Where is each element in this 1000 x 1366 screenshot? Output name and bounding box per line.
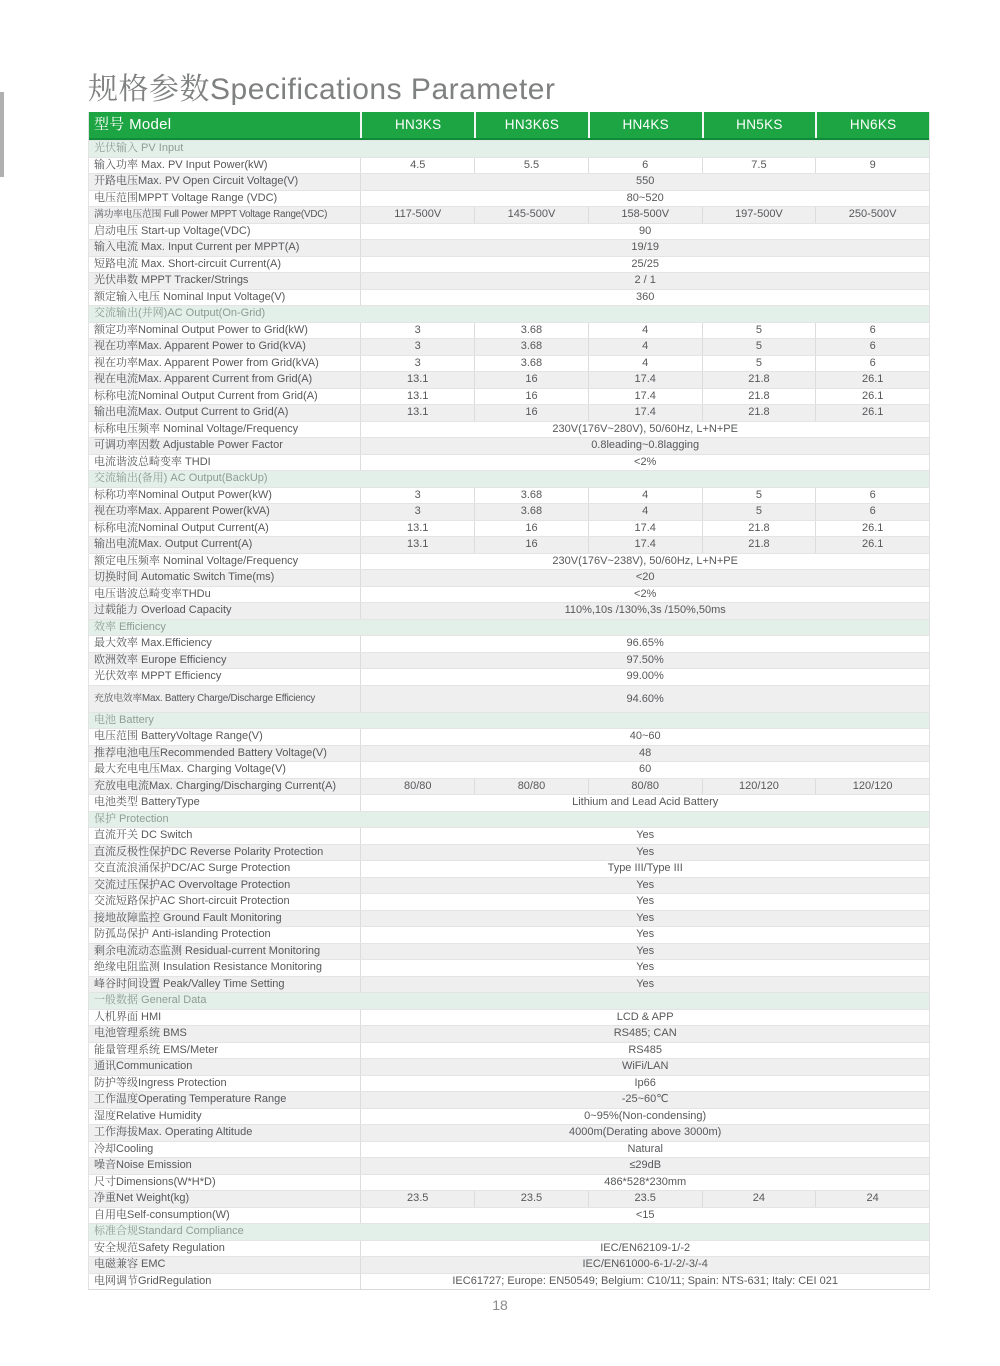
spec-label: 最大效率 Max.Efficiency (94, 637, 212, 649)
spec-row (89, 959, 929, 976)
spec-value: 21.8 (702, 405, 816, 421)
model-column-header: HN3K6S (474, 112, 588, 138)
spec-value-merged: <2% (360, 587, 929, 603)
spec-value: 9 (815, 158, 929, 174)
spec-value: 17.4 (588, 405, 702, 421)
spec-value: 5.5 (474, 158, 588, 174)
spec-row (89, 157, 929, 174)
spec-value: 17.4 (588, 537, 702, 553)
spec-label: 剩余电流动态监测 Residual-current Monitoring (94, 944, 321, 957)
spec-value: 5 (702, 488, 816, 504)
spec-row (89, 1025, 929, 1042)
spec-value-merged: IEC61727; Europe: EN50549; Belgium: C10/11; Spain: NTS-631; Italy: CEI 021 (360, 1274, 929, 1290)
spec-value-merged: 360 (360, 290, 929, 306)
spec-label: 标称功率Nominal Output Power(kW) (94, 488, 272, 501)
spec-value-merged: ≤29dB (360, 1158, 929, 1174)
spec-value: 23.5 (360, 1191, 474, 1207)
spec-value: 3.68 (474, 323, 588, 339)
spec-row (89, 487, 929, 504)
spec-row (89, 844, 929, 861)
spec-row (89, 322, 929, 339)
spec-label: 电网调节GridRegulation (94, 1274, 212, 1287)
spec-label: 尺寸Dimensions(W*H*D) (94, 1175, 216, 1188)
spec-row (89, 943, 929, 960)
spec-label: 电池类型 BatteryType (94, 796, 200, 808)
table-body (89, 140, 929, 1289)
spec-value-merged: 90 (360, 224, 929, 240)
spec-row (89, 877, 929, 894)
spec-value-merged: IEC/EN61000-6-1/-2/-3/-4 (360, 1257, 929, 1273)
spec-label: 输出电流Max. Output Current to Grid(A) (94, 406, 289, 418)
spec-label: 通讯Communication (94, 1060, 193, 1072)
spec-value-merged: -25~60℃ (360, 1092, 929, 1108)
spec-value-merged: 0~95%(Non-condensing) (360, 1109, 929, 1125)
spec-label: 人机界面 HMI (94, 1010, 162, 1023)
spec-label: 额定输入电压 Nominal Input Voltage(V) (94, 290, 286, 303)
spec-row (89, 454, 929, 471)
spec-value-merged: 60 (360, 762, 929, 778)
spec-label: 直流反极性保护DC Reverse Polarity Protection (94, 845, 324, 858)
spec-label: 额定功率Nominal Output Power to Grid(kW) (94, 323, 308, 336)
spec-label: 输入功率 Max. PV Input Power(kW) (94, 158, 268, 171)
spec-value-merged: IEC/EN62109-1/-2 (360, 1241, 929, 1257)
spec-row (89, 860, 929, 877)
spec-value-merged: 4000m(Derating above 3000m) (360, 1125, 929, 1141)
spec-value: 250-500V (815, 207, 929, 223)
spec-value: 16 (474, 537, 588, 553)
spec-label: 输出电流Max. Output Current(A) (94, 538, 253, 550)
spec-row (89, 910, 929, 927)
spec-value-merged: Yes (360, 977, 929, 993)
spec-label: 欧洲效率 Europe Efficiency (94, 653, 227, 666)
spec-label: 电压范围MPPT Voltage Range (VDC) (94, 191, 278, 204)
spec-label: 额定电压频率 Nominal Voltage/Frequency (94, 554, 299, 567)
spec-value: 3 (360, 323, 474, 339)
spec-row (89, 685, 929, 712)
spec-value: 4.5 (360, 158, 474, 174)
spec-label: 电磁兼容 EMC (94, 1258, 166, 1270)
spec-value: 6 (815, 339, 929, 355)
spec-value: 3 (360, 339, 474, 355)
spec-value-merged: <20 (360, 570, 929, 586)
spec-value: 6 (815, 356, 929, 372)
spec-value-merged: RS485; CAN (360, 1026, 929, 1042)
spec-value: 16 (474, 372, 588, 388)
spec-value-merged: 97.50% (360, 653, 929, 669)
spec-row (89, 569, 929, 586)
spec-value: 3 (360, 488, 474, 504)
spec-label: 自用电Self-consumption(W) (94, 1208, 230, 1221)
spec-value-merged: Yes (360, 944, 929, 960)
spec-row (89, 272, 929, 289)
spec-value: 5 (702, 504, 816, 520)
spec-label: 满功率电压范围 Full Power MPPT Voltage Range(VDC) (94, 209, 328, 220)
spec-value: 17.4 (588, 372, 702, 388)
spec-label: 可调功率因数 Adjustable Power Factor (94, 439, 283, 451)
spec-label: 充放电电流Max. Charging/Discharging Current(A) (94, 779, 337, 792)
spec-row (89, 1157, 929, 1174)
spec-value: 16 (474, 521, 588, 537)
spec-value: 120/120 (815, 779, 929, 795)
spec-value: 80/80 (474, 779, 588, 795)
spec-value: 4 (588, 339, 702, 355)
section-title: 效率 Efficiency (94, 620, 166, 633)
spec-row (89, 893, 929, 910)
model-column-header: HN4KS (588, 112, 702, 138)
specifications-table (88, 112, 930, 1290)
spec-row (89, 778, 929, 795)
spec-row (89, 1207, 929, 1224)
spec-label: 标称电流Nominal Output Current from Grid(A) (94, 389, 318, 402)
spec-value: 23.5 (474, 1191, 588, 1207)
spec-label: 启动电压 Start-up Voltage(VDC) (94, 224, 251, 237)
spec-value: 145-500V (474, 207, 588, 223)
spec-row (89, 1174, 929, 1191)
spec-label: 电压范围 BatteryVoltage Range(V) (94, 730, 263, 742)
spec-row (89, 437, 929, 454)
spec-label: 电池管理系统 BMS (94, 1027, 187, 1039)
spec-row (89, 1075, 929, 1092)
spec-value-merged: 25/25 (360, 257, 929, 273)
spec-value: 26.1 (815, 537, 929, 553)
spec-value: 26.1 (815, 372, 929, 388)
spec-value: 21.8 (702, 389, 816, 405)
spec-label: 绝缘电阻监测 Insulation Resistance Monitoring (94, 961, 323, 973)
spec-label: 开路电压Max. PV Open Circuit Voltage(V) (94, 175, 299, 187)
spec-value: 4 (588, 323, 702, 339)
spec-value: 117-500V (360, 207, 474, 223)
spec-value-merged: 110%,10s /130%,3s /150%,50ms (360, 603, 929, 619)
section-title: 光伏输入 PV Input (94, 142, 184, 154)
spec-row (89, 635, 929, 652)
spec-row (89, 1190, 929, 1207)
spec-value: 13.1 (360, 405, 474, 421)
spec-row (89, 1141, 929, 1158)
spec-row (89, 794, 929, 811)
spec-value-merged: 230V(176V~238V), 50/60Hz, L+N+PE (360, 554, 929, 570)
spec-label: 最大充电电压Max. Charging Voltage(V) (94, 763, 286, 775)
spec-label: 能量管理系统 EMS/Meter (94, 1043, 219, 1056)
spec-value: 197-500V (702, 207, 816, 223)
spec-row (89, 503, 929, 520)
spec-value-merged: <2% (360, 455, 929, 471)
spec-label: 湿度Relative Humidity (94, 1109, 202, 1122)
spec-label: 安全规范Safety Regulation (94, 1241, 225, 1254)
spec-label: 电压谐波总畸变率THDu (94, 587, 211, 600)
spec-label: 输入电流 Max. Input Current per MPPT(A) (94, 241, 300, 253)
page-edge-mark (0, 92, 4, 177)
section-row (89, 305, 929, 322)
spec-row (89, 586, 929, 603)
spec-label: 过载能力 Overload Capacity (94, 604, 232, 616)
spec-value-merged: WiFi/LAN (360, 1059, 929, 1075)
section-title: 交流输出(并网)AC Output(On-Grid) (94, 307, 266, 319)
spec-row (89, 1042, 929, 1059)
spec-label: 防护等级Ingress Protection (94, 1076, 227, 1089)
spec-row (89, 206, 929, 223)
model-column-header: HN6KS (815, 112, 929, 138)
spec-row (89, 652, 929, 669)
spec-value: 26.1 (815, 389, 929, 405)
spec-row (89, 761, 929, 778)
model-column-header: HN3KS (360, 112, 474, 138)
spec-value: 21.8 (702, 521, 816, 537)
spec-value: 24 (815, 1191, 929, 1207)
spec-value: 6 (815, 504, 929, 520)
spec-value-merged: Lithium and Lead Acid Battery (360, 795, 929, 811)
spec-value-merged: Yes (360, 894, 929, 910)
spec-value: 3 (360, 504, 474, 520)
spec-value: 3 (360, 356, 474, 372)
spec-value-merged: 486*528*230mm (360, 1175, 929, 1191)
spec-value-merged: Ip66 (360, 1076, 929, 1092)
spec-value-merged: Type III/Type III (360, 861, 929, 877)
section-title: 交流输出(备用) AC Output(BackUp) (94, 472, 268, 484)
spec-value: 16 (474, 405, 588, 421)
section-row (89, 811, 929, 828)
spec-row (89, 256, 929, 273)
spec-value: 4 (588, 488, 702, 504)
spec-value: 21.8 (702, 537, 816, 553)
model-header-cell: 型号 Model (94, 116, 172, 133)
spec-value-merged: Yes (360, 927, 929, 943)
spec-value-merged: Yes (360, 960, 929, 976)
section-title: 保护 Protection (94, 812, 169, 825)
spec-label: 视在功率Max. Apparent Power(kVA) (94, 505, 270, 517)
spec-value-merged: 40~60 (360, 729, 929, 745)
spec-value: 13.1 (360, 521, 474, 537)
section-title: 一般数据 General Data (94, 994, 207, 1006)
spec-label: 标称电流Nominal Output Current(A) (94, 521, 269, 534)
spec-value-merged: 2 / 1 (360, 273, 929, 289)
spec-value: 17.4 (588, 389, 702, 405)
spec-value: 3.68 (474, 488, 588, 504)
spec-value: 23.5 (588, 1191, 702, 1207)
spec-label: 光伏效率 MPPT Efficiency (94, 670, 222, 682)
spec-row (89, 388, 929, 405)
spec-label: 直流开关 DC Switch (94, 829, 193, 841)
spec-label: 接地故障监控 Ground Fault Monitoring (94, 911, 282, 924)
spec-label: 噪音Noise Emission (94, 1159, 192, 1171)
spec-value-merged: 99.00% (360, 669, 929, 685)
spec-label: 峰谷时间设置 Peak/Valley Time Setting (94, 977, 285, 990)
spec-row (89, 355, 929, 372)
spec-row (89, 338, 929, 355)
spec-row (89, 1240, 929, 1257)
spec-value: 13.1 (360, 389, 474, 405)
spec-row (89, 223, 929, 240)
spec-label: 推荐电池电压Recommended Battery Voltage(V) (94, 746, 327, 759)
table-header-row (89, 112, 929, 140)
spec-value: 6 (588, 158, 702, 174)
spec-value: 4 (588, 504, 702, 520)
spec-row (89, 289, 929, 306)
spec-value: 7.5 (702, 158, 816, 174)
spec-row (89, 728, 929, 745)
spec-value-merged: 96.65% (360, 636, 929, 652)
spec-row (89, 190, 929, 207)
spec-label: 防孤岛保护 Anti-islanding Protection (94, 928, 271, 940)
spec-label: 交直流浪涌保护DC/AC Surge Protection (94, 862, 291, 874)
spec-row (89, 745, 929, 762)
spec-value: 80/80 (588, 779, 702, 795)
spec-label: 电流谐波总畸变率 THDI (94, 455, 211, 468)
section-row (89, 1223, 929, 1240)
spec-value-merged: 94.60% (360, 686, 929, 712)
section-title: 标准合规Standard Compliance (94, 1225, 244, 1237)
spec-row (89, 553, 929, 570)
spec-row (89, 421, 929, 438)
spec-row (89, 520, 929, 537)
spec-value-merged: 550 (360, 174, 929, 190)
spec-label: 切换时间 Automatic Switch Time(ms) (94, 571, 275, 583)
spec-value: 13.1 (360, 372, 474, 388)
spec-label: 视在功率Max. Apparent Power from Grid(kVA) (94, 356, 319, 369)
spec-row (89, 1124, 929, 1141)
spec-value: 21.8 (702, 372, 816, 388)
spec-value-merged: Yes (360, 828, 929, 844)
spec-row (89, 1273, 929, 1290)
spec-row (89, 371, 929, 388)
spec-value: 26.1 (815, 405, 929, 421)
section-row (89, 712, 929, 729)
spec-value: 5 (702, 339, 816, 355)
page-title: 规格参数Specifications Parameter (88, 73, 556, 106)
spec-value-merged: LCD & APP (360, 1010, 929, 1026)
section-row (89, 140, 929, 157)
section-row (89, 470, 929, 487)
spec-value: 13.1 (360, 537, 474, 553)
spec-value-merged: Yes (360, 845, 929, 861)
section-title: 电池 Battery (94, 713, 154, 726)
spec-label: 视在电流Max. Apparent Current from Grid(A) (94, 373, 313, 385)
spec-value-merged: Yes (360, 878, 929, 894)
spec-value: 80/80 (360, 779, 474, 795)
spec-value: 3.68 (474, 504, 588, 520)
spec-row (89, 926, 929, 943)
spec-value: 5 (702, 323, 816, 339)
spec-value: 3.68 (474, 356, 588, 372)
spec-row (89, 976, 929, 993)
spec-value: 158-500V (588, 207, 702, 223)
spec-row (89, 668, 929, 685)
spec-row (89, 1058, 929, 1075)
spec-value-merged: Natural (360, 1142, 929, 1158)
spec-row (89, 239, 929, 256)
spec-label: 充放电效率Max. Battery Charge/Discharge Efficiency (94, 692, 316, 704)
spec-label: 标称电压频率 Nominal Voltage/Frequency (94, 422, 299, 435)
spec-row (89, 1256, 929, 1273)
spec-row (89, 404, 929, 421)
spec-row (89, 602, 929, 619)
section-row (89, 992, 929, 1009)
spec-value: 16 (474, 389, 588, 405)
spec-value-merged: <15 (360, 1208, 929, 1224)
spec-label: 交流过压保护AC Overvoltage Protection (94, 878, 291, 891)
page-number: 18 (492, 1297, 508, 1313)
spec-row (89, 1091, 929, 1108)
spec-value: 6 (815, 488, 929, 504)
spec-row (89, 1009, 929, 1026)
spec-value-merged: 0.8leading~0.8lagging (360, 438, 929, 454)
section-row (89, 619, 929, 636)
spec-value-merged: Yes (360, 911, 929, 927)
spec-value: 120/120 (702, 779, 816, 795)
spec-row (89, 173, 929, 190)
spec-row (89, 827, 929, 844)
spec-label: 视在功率Max. Apparent Power to Grid(kVA) (94, 340, 306, 352)
spec-value: 4 (588, 356, 702, 372)
spec-value-merged: 19/19 (360, 240, 929, 256)
spec-row (89, 536, 929, 553)
spec-value: 5 (702, 356, 816, 372)
spec-value-merged: 48 (360, 746, 929, 762)
spec-label: 光伏串数 MPPT Tracker/Strings (94, 274, 249, 286)
spec-value-merged: 230V(176V~280V), 50/60Hz, L+N+PE (360, 422, 929, 438)
spec-label: 净重Net Weight(kg) (94, 1192, 190, 1204)
spec-label: 工作海拔Max. Operating Altitude (94, 1126, 253, 1138)
spec-value: 6 (815, 323, 929, 339)
spec-value: 3.68 (474, 339, 588, 355)
spec-label: 冷却Cooling (94, 1142, 154, 1155)
spec-value-merged: 80~520 (360, 191, 929, 207)
spec-value: 26.1 (815, 521, 929, 537)
model-column-header: HN5KS (702, 112, 816, 138)
spec-value: 17.4 (588, 521, 702, 537)
spec-row (89, 1108, 929, 1125)
spec-value: 24 (702, 1191, 816, 1207)
spec-label: 短路电流 Max. Short-circuit Current(A) (94, 257, 282, 270)
spec-label: 交流短路保护AC Short-circuit Protection (94, 895, 290, 907)
spec-label: 工作温度Operating Temperature Range (94, 1093, 287, 1105)
spec-value-merged: RS485 (360, 1043, 929, 1059)
